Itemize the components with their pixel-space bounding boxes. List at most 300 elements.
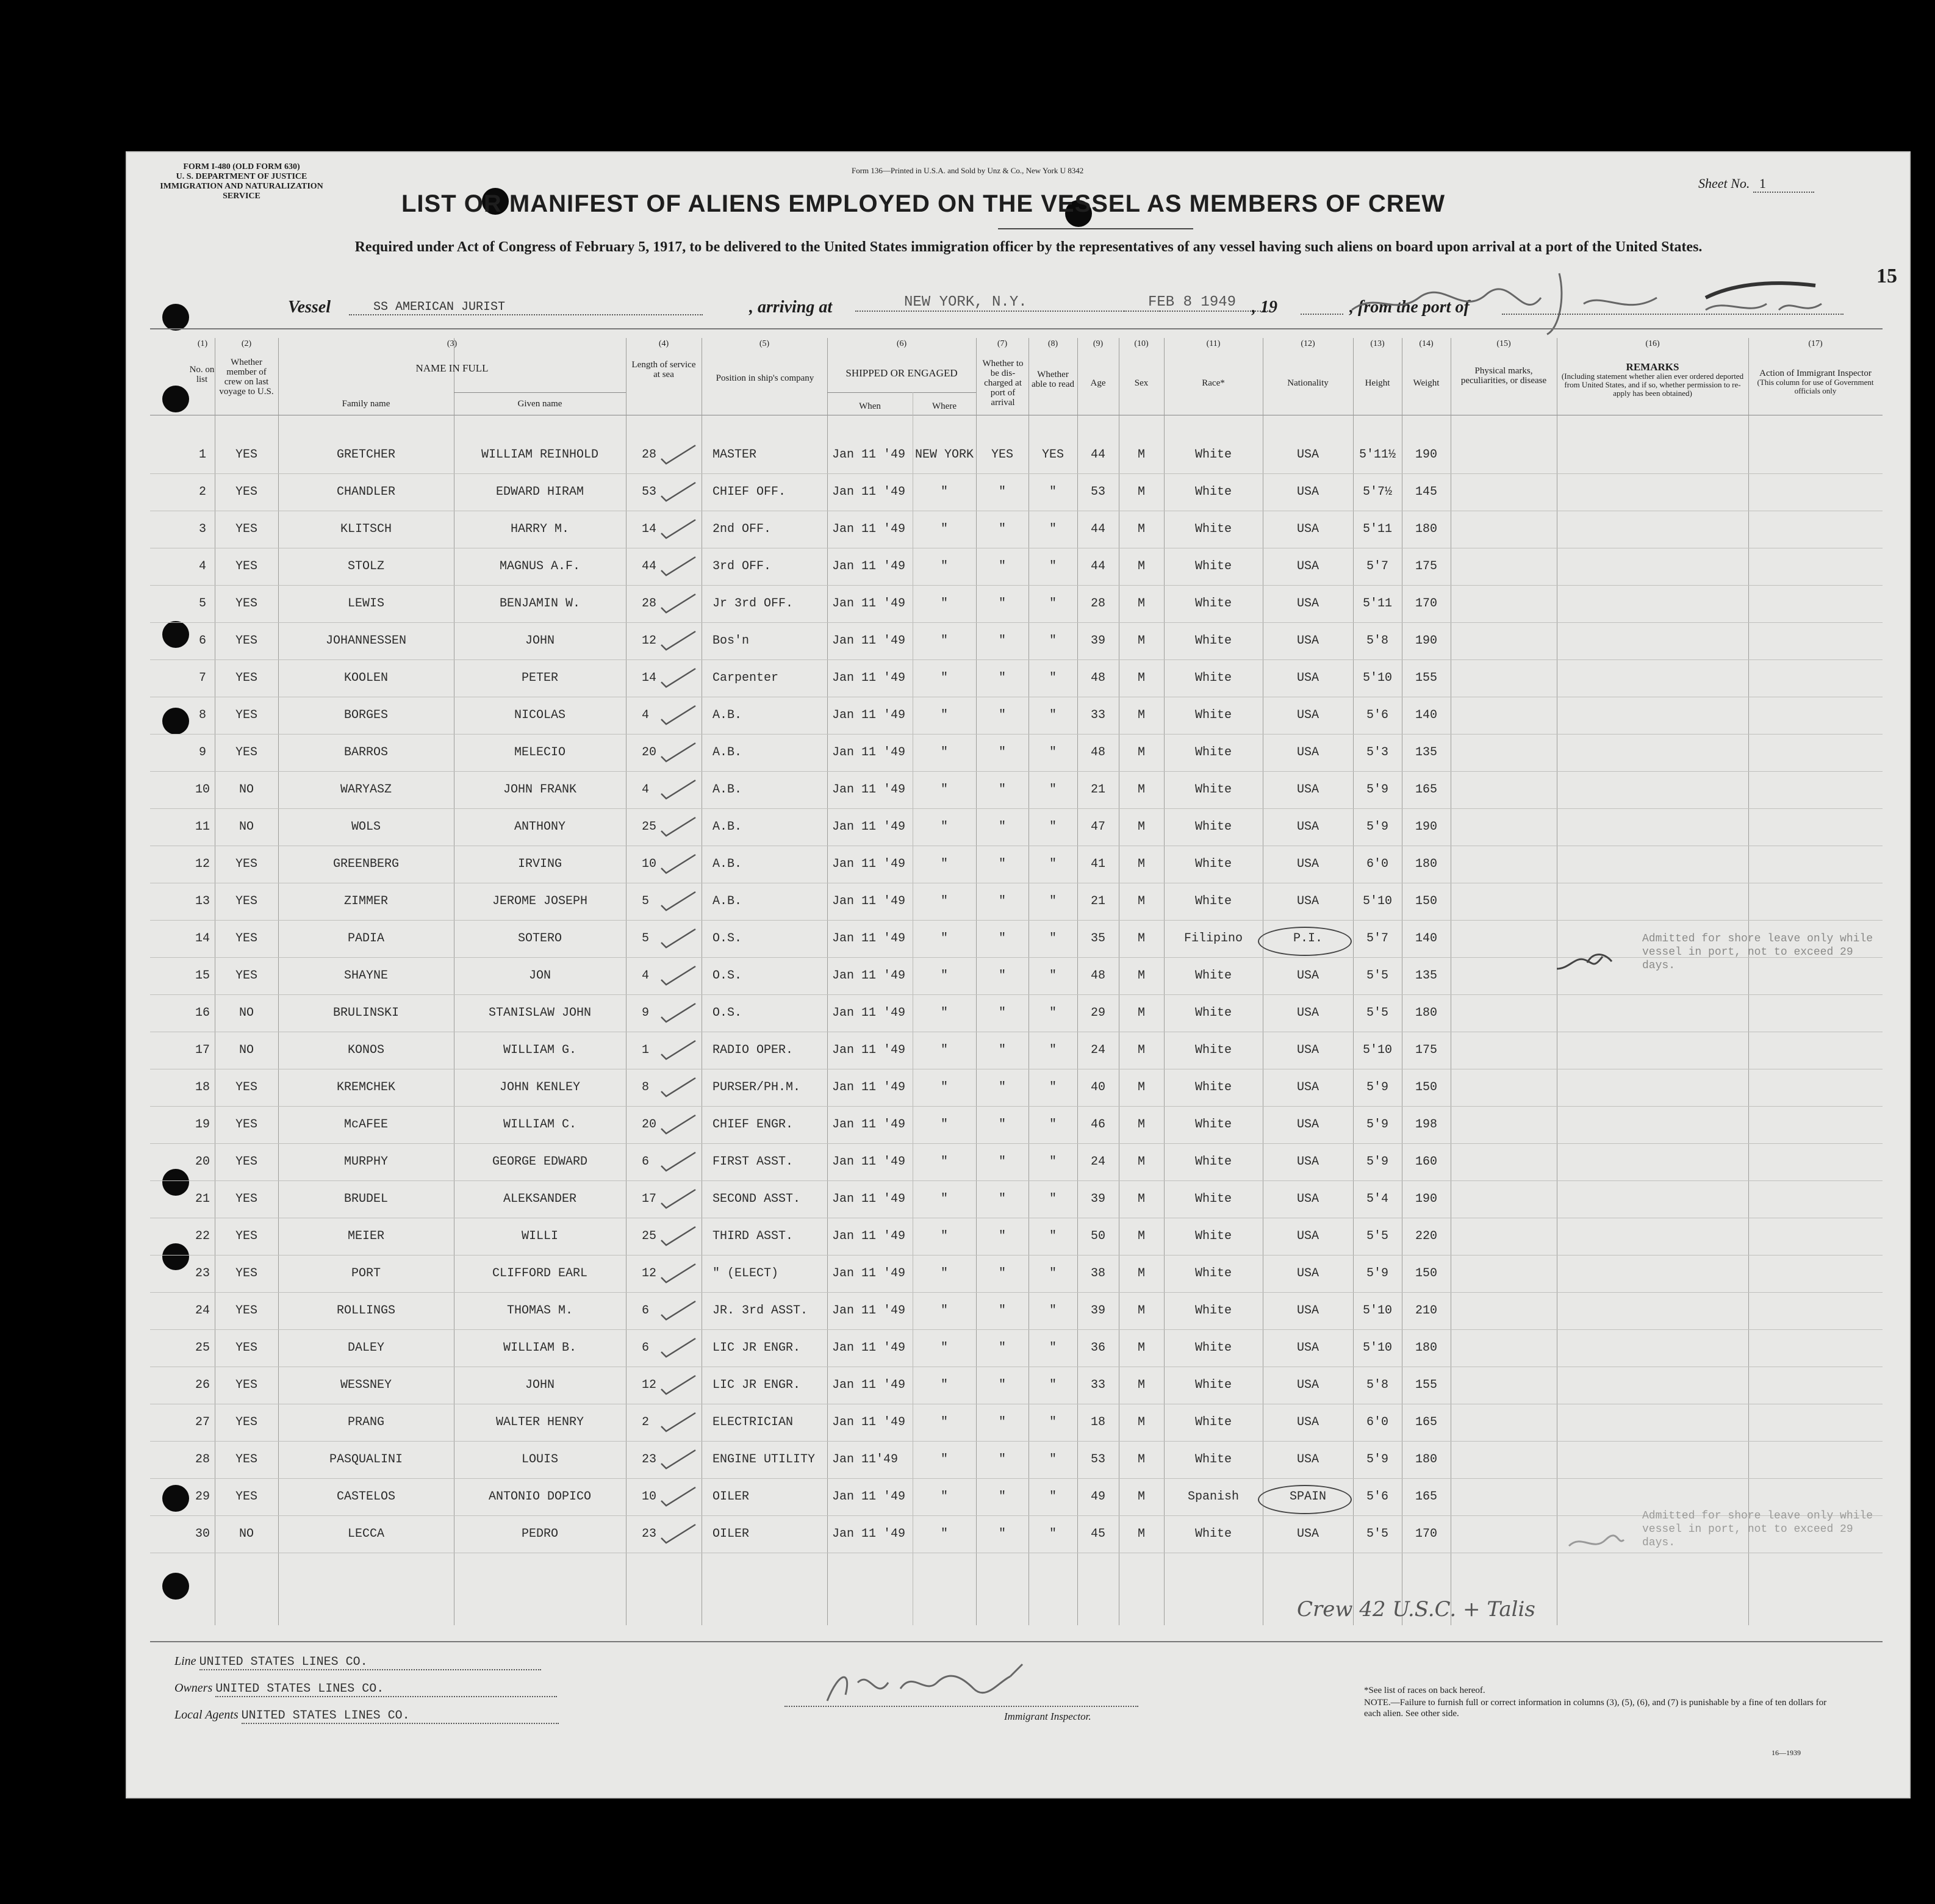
header-action: Action of Immigrant Inspector bbox=[1759, 368, 1872, 378]
row-rule bbox=[150, 1441, 1883, 1442]
discharge-flag: " bbox=[998, 932, 1006, 946]
line-value: UNITED STATES LINES CO. bbox=[199, 1655, 541, 1670]
check-mark bbox=[656, 1150, 705, 1174]
race: White bbox=[1194, 448, 1232, 462]
weight: 155 bbox=[1415, 1378, 1437, 1392]
given-name: JOHN KENLEY bbox=[499, 1080, 581, 1094]
ship-position: ELECTRICIAN bbox=[713, 1415, 794, 1429]
discharge-flag: " bbox=[998, 894, 1006, 908]
shipped-when: Jan 11 '49 bbox=[832, 597, 906, 611]
service-length: 4 bbox=[642, 708, 650, 722]
family-name: BARROS bbox=[343, 745, 388, 760]
shipped-where: " bbox=[940, 1043, 948, 1057]
sex: M bbox=[1137, 857, 1145, 871]
nationality: USA bbox=[1296, 485, 1319, 499]
row-rule bbox=[150, 734, 1883, 735]
member-flag: YES bbox=[235, 634, 257, 648]
family-name: WESSNEY bbox=[340, 1378, 392, 1392]
height: 5'7 bbox=[1366, 559, 1388, 573]
race: White bbox=[1194, 522, 1232, 536]
ship-position: PURSER/PH.M. bbox=[713, 1080, 801, 1094]
member-flag: YES bbox=[235, 1341, 257, 1355]
name-subdivider bbox=[454, 392, 626, 393]
member-flag: YES bbox=[235, 1378, 257, 1392]
height: 5'5 bbox=[1366, 1006, 1388, 1020]
member-flag: YES bbox=[235, 522, 257, 536]
check-mark bbox=[656, 703, 705, 728]
service-length: 12 bbox=[642, 1378, 657, 1392]
age: 36 bbox=[1090, 1341, 1105, 1355]
race: White bbox=[1194, 857, 1232, 871]
member-flag: YES bbox=[235, 448, 257, 462]
header-discharged: Whether to be dis-charged at port of arrival bbox=[982, 359, 1024, 408]
race: White bbox=[1194, 745, 1232, 760]
row-rule bbox=[150, 1180, 1883, 1181]
row-number: 3 bbox=[198, 522, 206, 536]
row-number: 4 bbox=[198, 559, 206, 573]
family-name: BORGES bbox=[343, 708, 388, 722]
shipped-when: Jan 11 '49 bbox=[832, 1527, 906, 1541]
sex: M bbox=[1137, 1527, 1145, 1541]
nationality: USA bbox=[1296, 1118, 1319, 1132]
age: 53 bbox=[1090, 485, 1105, 499]
check-mark bbox=[656, 517, 705, 542]
row-number: 14 bbox=[195, 932, 210, 946]
weight: 210 bbox=[1415, 1304, 1437, 1318]
read-flag: " bbox=[1049, 1229, 1057, 1243]
arrival-date: FEB 8 1949 bbox=[1124, 294, 1270, 312]
given-name: THOMAS M. bbox=[506, 1304, 573, 1318]
row-rule bbox=[150, 473, 1883, 474]
family-name: BRULINSKI bbox=[332, 1006, 400, 1020]
row-rule bbox=[150, 1478, 1883, 1479]
check-mark bbox=[656, 480, 705, 505]
ship-position: LIC JR ENGR. bbox=[713, 1378, 801, 1392]
discharge-flag: " bbox=[998, 1043, 1006, 1057]
race: White bbox=[1194, 1080, 1232, 1094]
service-length: 2 bbox=[642, 1415, 650, 1429]
height: 5'9 bbox=[1366, 783, 1388, 797]
col-num: (7) bbox=[997, 339, 1008, 348]
row-rule bbox=[150, 1255, 1883, 1256]
discharge-flag: " bbox=[998, 969, 1006, 983]
race: White bbox=[1194, 1043, 1232, 1057]
height: 5'5 bbox=[1366, 1527, 1388, 1541]
height: 5'5 bbox=[1366, 1229, 1388, 1243]
ship-position: CHIEF ENGR. bbox=[713, 1118, 794, 1132]
family-name: GRETCHER bbox=[336, 448, 395, 462]
row-rule bbox=[150, 1106, 1883, 1107]
read-flag: " bbox=[1049, 1378, 1057, 1392]
weight: 135 bbox=[1415, 969, 1437, 983]
read-flag: " bbox=[1049, 1304, 1057, 1318]
weight: 190 bbox=[1415, 448, 1437, 462]
weight: 170 bbox=[1415, 1527, 1437, 1541]
given-name: ANTHONY bbox=[514, 820, 565, 834]
weight: 180 bbox=[1415, 1006, 1437, 1020]
family-name: WOLS bbox=[351, 820, 381, 834]
shipped-when: Jan 11 '49 bbox=[832, 1341, 906, 1355]
age: 29 bbox=[1090, 1006, 1105, 1020]
shipped-where: " bbox=[940, 1229, 948, 1243]
sex: M bbox=[1137, 559, 1145, 573]
given-name: WILLIAM G. bbox=[503, 1043, 577, 1057]
given-name: JEROME JOSEPH bbox=[492, 894, 588, 908]
given-name: ANTONIO DOPICO bbox=[488, 1490, 592, 1504]
ship-position: A.B. bbox=[713, 745, 742, 760]
read-flag: " bbox=[1049, 1341, 1057, 1355]
check-mark bbox=[656, 778, 705, 802]
read-flag: " bbox=[1049, 857, 1057, 871]
weight: 165 bbox=[1415, 1415, 1437, 1429]
nationality: USA bbox=[1296, 820, 1319, 834]
ship-position: A.B. bbox=[713, 783, 742, 797]
shipped-when: Jan 11 '49 bbox=[832, 1490, 906, 1504]
shipped-when: Jan 11 '49 bbox=[832, 745, 906, 760]
age: 48 bbox=[1090, 745, 1105, 760]
discharge-flag: " bbox=[998, 634, 1006, 648]
discharge-flag: " bbox=[998, 1527, 1006, 1541]
member-flag: YES bbox=[235, 1304, 257, 1318]
service-length: 8 bbox=[642, 1080, 650, 1094]
member-flag: YES bbox=[235, 1453, 257, 1467]
weight: 180 bbox=[1415, 1341, 1437, 1355]
header-no-on-list: No. on list bbox=[189, 365, 215, 384]
given-name: NICOLAS bbox=[514, 708, 565, 722]
signature-line bbox=[784, 1706, 1138, 1707]
sex: M bbox=[1137, 1304, 1145, 1318]
read-flag: " bbox=[1049, 969, 1057, 983]
shipped-where: " bbox=[940, 597, 948, 611]
sex: M bbox=[1137, 1453, 1145, 1467]
family-name: LEWIS bbox=[347, 597, 384, 611]
weight: 140 bbox=[1415, 932, 1437, 946]
nationality: USA bbox=[1296, 857, 1319, 871]
given-name: WILLIAM C. bbox=[503, 1118, 577, 1132]
header-race: Race* bbox=[1202, 378, 1225, 388]
shipped-when: Jan 11 '49 bbox=[832, 708, 906, 722]
ship-position: CHIEF OFF. bbox=[713, 485, 786, 499]
discharge-flag: " bbox=[998, 559, 1006, 573]
inspector-label: Immigrant Inspector. bbox=[1004, 1711, 1091, 1722]
shipped-where: " bbox=[940, 671, 948, 685]
family-name: PASQUALINI bbox=[329, 1453, 403, 1467]
given-name: WILLIAM B. bbox=[503, 1341, 577, 1355]
shipped-when: Jan 11 '49 bbox=[832, 1378, 906, 1392]
sex: M bbox=[1137, 932, 1145, 946]
col-num: (6) bbox=[896, 339, 907, 348]
discharge-flag: " bbox=[998, 1192, 1006, 1206]
header-member: Whether member of crew on last voyage to U.S. bbox=[219, 357, 274, 397]
race: White bbox=[1194, 1453, 1232, 1467]
shipped-when: Jan 11 '49 bbox=[832, 1006, 906, 1020]
owners-value: UNITED STATES LINES CO. bbox=[215, 1682, 557, 1697]
row-number: 19 bbox=[195, 1118, 210, 1132]
member-flag: YES bbox=[235, 1229, 257, 1243]
given-name: EDWARD HIRAM bbox=[495, 485, 584, 499]
row-rule bbox=[150, 771, 1883, 772]
ship-position: JR. 3rd ASST. bbox=[713, 1304, 808, 1318]
discharge-flag: " bbox=[998, 1229, 1006, 1243]
age: 46 bbox=[1090, 1118, 1105, 1132]
family-name: KLITSCH bbox=[340, 522, 392, 536]
discharge-flag: " bbox=[998, 783, 1006, 797]
read-flag: " bbox=[1049, 1453, 1057, 1467]
given-name: HARRY M. bbox=[510, 522, 569, 536]
row-rule bbox=[150, 659, 1883, 660]
check-mark bbox=[656, 1001, 705, 1026]
sex: M bbox=[1137, 1415, 1145, 1429]
race: White bbox=[1194, 783, 1232, 797]
read-flag: " bbox=[1049, 1266, 1057, 1281]
sex: M bbox=[1137, 894, 1145, 908]
check-mark bbox=[656, 592, 705, 616]
header-name: NAME IN FULL bbox=[415, 362, 489, 374]
height: 5'9 bbox=[1366, 1080, 1388, 1094]
check-mark bbox=[656, 815, 705, 839]
header-family-name: Family name bbox=[342, 399, 390, 409]
height: 5'4 bbox=[1366, 1192, 1388, 1206]
row-rule bbox=[150, 622, 1883, 623]
row-number: 13 bbox=[195, 894, 210, 908]
service-length: 10 bbox=[642, 1490, 657, 1504]
col-num: (1) bbox=[197, 339, 208, 348]
row-number: 24 bbox=[195, 1304, 210, 1318]
nationality: USA bbox=[1296, 1453, 1319, 1467]
member-flag: YES bbox=[235, 485, 257, 499]
discharge-flag: " bbox=[998, 1155, 1006, 1169]
penalty-note: NOTE.—Failure to furnish full or correct information in columns (3), (5), (6), and (7) is punishable by a fine of ten dollars for each alien. See other side. bbox=[1364, 1698, 1827, 1719]
row-number: 7 bbox=[198, 671, 206, 685]
race: White bbox=[1194, 1415, 1232, 1429]
weight: 150 bbox=[1415, 1080, 1437, 1094]
age: 33 bbox=[1090, 708, 1105, 722]
shipped-when: Jan 11 '49 bbox=[832, 485, 906, 499]
service-length: 44 bbox=[642, 559, 657, 573]
ship-position: Carpenter bbox=[713, 671, 779, 685]
given-name: WALTER HENRY bbox=[495, 1415, 584, 1429]
row-number: 5 bbox=[198, 597, 206, 611]
nationality: USA bbox=[1296, 1043, 1319, 1057]
header-remarks-block bbox=[1559, 362, 1746, 398]
age: 50 bbox=[1090, 1229, 1105, 1243]
weight: 135 bbox=[1415, 745, 1437, 760]
discharge-flag: " bbox=[998, 1415, 1006, 1429]
weight: 180 bbox=[1415, 1453, 1437, 1467]
nationality: USA bbox=[1296, 1155, 1319, 1169]
weight: 165 bbox=[1415, 783, 1437, 797]
row-rule bbox=[150, 957, 1883, 958]
nationality: USA bbox=[1296, 559, 1319, 573]
discharge-flag: " bbox=[998, 1080, 1006, 1094]
title-underline bbox=[998, 228, 1193, 229]
weight: 180 bbox=[1415, 857, 1437, 871]
weight: 140 bbox=[1415, 708, 1437, 722]
read-flag: " bbox=[1049, 1080, 1057, 1094]
read-flag: " bbox=[1049, 1490, 1057, 1504]
member-flag: NO bbox=[239, 1527, 254, 1541]
page-mark: 15 bbox=[1876, 265, 1897, 287]
shipped-subdivider bbox=[827, 392, 976, 393]
row-number: 23 bbox=[195, 1266, 210, 1281]
check-mark bbox=[656, 741, 705, 765]
nationality: USA bbox=[1296, 745, 1319, 760]
nationality: USA bbox=[1296, 1304, 1319, 1318]
row-number: 9 bbox=[198, 745, 206, 760]
row-number: 16 bbox=[195, 1006, 210, 1020]
nationality: USA bbox=[1296, 969, 1319, 983]
header-when: When bbox=[859, 401, 881, 411]
discharge-flag: " bbox=[998, 1006, 1006, 1020]
family-name: KOOLEN bbox=[343, 671, 388, 685]
shipped-when: Jan 11 '49 bbox=[832, 1415, 906, 1429]
page-subtitle: Required under Act of Congress of February 5, 1917, to be delivered to the United States immigration officer by the representatives of any vessel having such aliens on board upon arrival at a port of the United States. bbox=[354, 239, 1703, 255]
shipped-when: Jan 11 '49 bbox=[832, 522, 906, 536]
check-mark bbox=[656, 1299, 705, 1323]
shipped-where: " bbox=[940, 857, 948, 871]
header-physical: Physical marks, peculiarities, or disease bbox=[1460, 366, 1547, 386]
row-number: 27 bbox=[195, 1415, 210, 1429]
height: 5'5 bbox=[1366, 969, 1388, 983]
agents-value: UNITED STATES LINES CO. bbox=[242, 1709, 559, 1724]
weight: 175 bbox=[1415, 1043, 1437, 1057]
sheet-label: Sheet No. bbox=[1698, 176, 1750, 191]
height: 5'10 bbox=[1362, 1304, 1392, 1318]
age: 39 bbox=[1090, 1304, 1105, 1318]
family-name: STOLZ bbox=[347, 559, 384, 573]
shipped-where: " bbox=[940, 1415, 948, 1429]
given-name: WILLI bbox=[521, 1229, 558, 1243]
weight: 160 bbox=[1415, 1155, 1437, 1169]
check-mark bbox=[656, 443, 705, 467]
sex: M bbox=[1137, 1266, 1145, 1281]
height: 5'8 bbox=[1366, 634, 1388, 648]
age: 48 bbox=[1090, 671, 1105, 685]
service-length: 25 bbox=[642, 820, 657, 834]
read-flag: " bbox=[1049, 1043, 1057, 1057]
arriving-port: NEW YORK, N.Y. bbox=[855, 294, 1160, 312]
given-name: CLIFFORD EARL bbox=[492, 1266, 588, 1281]
sex: M bbox=[1137, 783, 1145, 797]
shipped-where: " bbox=[940, 745, 948, 760]
shipped-when: Jan 11 '49 bbox=[832, 1304, 906, 1318]
row-number: 29 bbox=[195, 1490, 210, 1504]
member-flag: YES bbox=[235, 932, 257, 946]
discharge-flag: " bbox=[998, 1266, 1006, 1281]
ship-position: A.B. bbox=[713, 894, 742, 908]
col-num: (14) bbox=[1419, 339, 1434, 348]
page-title: LIST OR MANIFEST OF ALIENS EMPLOYED ON THE VESSEL AS MEMBERS OF CREW bbox=[401, 190, 1446, 217]
check-mark bbox=[656, 1076, 705, 1100]
height: 5'9 bbox=[1366, 1453, 1388, 1467]
family-name: WARYASZ bbox=[340, 783, 392, 797]
shipped-where: " bbox=[940, 820, 948, 834]
ship-position: THIRD ASST. bbox=[713, 1229, 794, 1243]
service-length: 20 bbox=[642, 1118, 657, 1132]
check-mark bbox=[656, 555, 705, 579]
member-flag: YES bbox=[235, 559, 257, 573]
nationality: USA bbox=[1296, 1192, 1319, 1206]
row-number: 6 bbox=[198, 634, 206, 648]
read-flag: " bbox=[1049, 597, 1057, 611]
given-name: BENJAMIN W. bbox=[499, 597, 581, 611]
check-mark bbox=[656, 1485, 705, 1509]
shipped-where: " bbox=[940, 1192, 948, 1206]
sex: M bbox=[1137, 969, 1145, 983]
discharge-flag: " bbox=[998, 745, 1006, 760]
service-length: 5 bbox=[642, 894, 650, 908]
row-number: 20 bbox=[195, 1155, 210, 1169]
sex: M bbox=[1137, 745, 1145, 760]
height: 5'10 bbox=[1362, 1341, 1392, 1355]
member-flag: YES bbox=[235, 1266, 257, 1281]
member-flag: YES bbox=[235, 857, 257, 871]
age: 24 bbox=[1090, 1155, 1105, 1169]
member-flag: YES bbox=[235, 969, 257, 983]
height: 5'7½ bbox=[1362, 485, 1392, 499]
footer-agents bbox=[174, 1708, 559, 1724]
col-num: (4) bbox=[658, 339, 669, 348]
race: White bbox=[1194, 559, 1232, 573]
shore-leave-stamp: Admitted for shore leave only while vessel in port, not to exceed 29 days. bbox=[1642, 1510, 1873, 1549]
height: 5'11½ bbox=[1359, 448, 1396, 462]
race: White bbox=[1194, 1527, 1232, 1541]
sex: M bbox=[1137, 597, 1145, 611]
sex: M bbox=[1137, 634, 1145, 648]
shipped-when: Jan 11 '49 bbox=[832, 1155, 906, 1169]
height: 5'9 bbox=[1366, 1155, 1388, 1169]
read-flag: " bbox=[1049, 559, 1057, 573]
race: White bbox=[1194, 597, 1232, 611]
ship-position: OILER bbox=[713, 1527, 750, 1541]
age: 48 bbox=[1090, 969, 1105, 983]
age: 38 bbox=[1090, 1266, 1105, 1281]
discharge-flag: " bbox=[998, 857, 1006, 871]
shipped-where: " bbox=[940, 1341, 948, 1355]
shipped-when: Jan 11 '49 bbox=[832, 559, 906, 573]
nationality: USA bbox=[1296, 1527, 1319, 1541]
shipped-when: Jan 11 '49 bbox=[832, 1266, 906, 1281]
height: 5'8 bbox=[1366, 1378, 1388, 1392]
shipped-where: " bbox=[940, 634, 948, 648]
shipped-when: Jan 11 '49 bbox=[832, 1192, 906, 1206]
col-num: (5) bbox=[759, 339, 770, 348]
ship-position: Bos'n bbox=[713, 634, 750, 648]
nationality: USA bbox=[1296, 1080, 1319, 1094]
given-name: PETER bbox=[521, 671, 558, 685]
row-rule bbox=[150, 1143, 1883, 1144]
discharge-flag: " bbox=[998, 820, 1006, 834]
family-name: CASTELOS bbox=[336, 1490, 395, 1504]
shipped-when: Jan 11 '49 bbox=[832, 634, 906, 648]
races-note: *See list of races on back hereof. bbox=[1364, 1686, 1485, 1695]
footer-owners bbox=[174, 1681, 557, 1697]
service-length: 6 bbox=[642, 1304, 650, 1318]
header-shipped: SHIPPED OR ENGAGED bbox=[845, 367, 958, 379]
weight: 150 bbox=[1415, 894, 1437, 908]
ship-position: OILER bbox=[713, 1490, 750, 1504]
service-length: 53 bbox=[642, 485, 657, 499]
shipped-where: NEW YORK bbox=[914, 448, 974, 462]
family-name: LECCA bbox=[347, 1527, 384, 1541]
inspector-initials-mark bbox=[1563, 1528, 1630, 1552]
header-length: Length of service at sea bbox=[631, 360, 696, 379]
given-name: SOTERO bbox=[517, 932, 562, 946]
family-name: PORT bbox=[351, 1266, 381, 1281]
shipped-where: " bbox=[940, 708, 948, 722]
nationality: USA bbox=[1296, 894, 1319, 908]
given-name: PEDRO bbox=[521, 1527, 558, 1541]
